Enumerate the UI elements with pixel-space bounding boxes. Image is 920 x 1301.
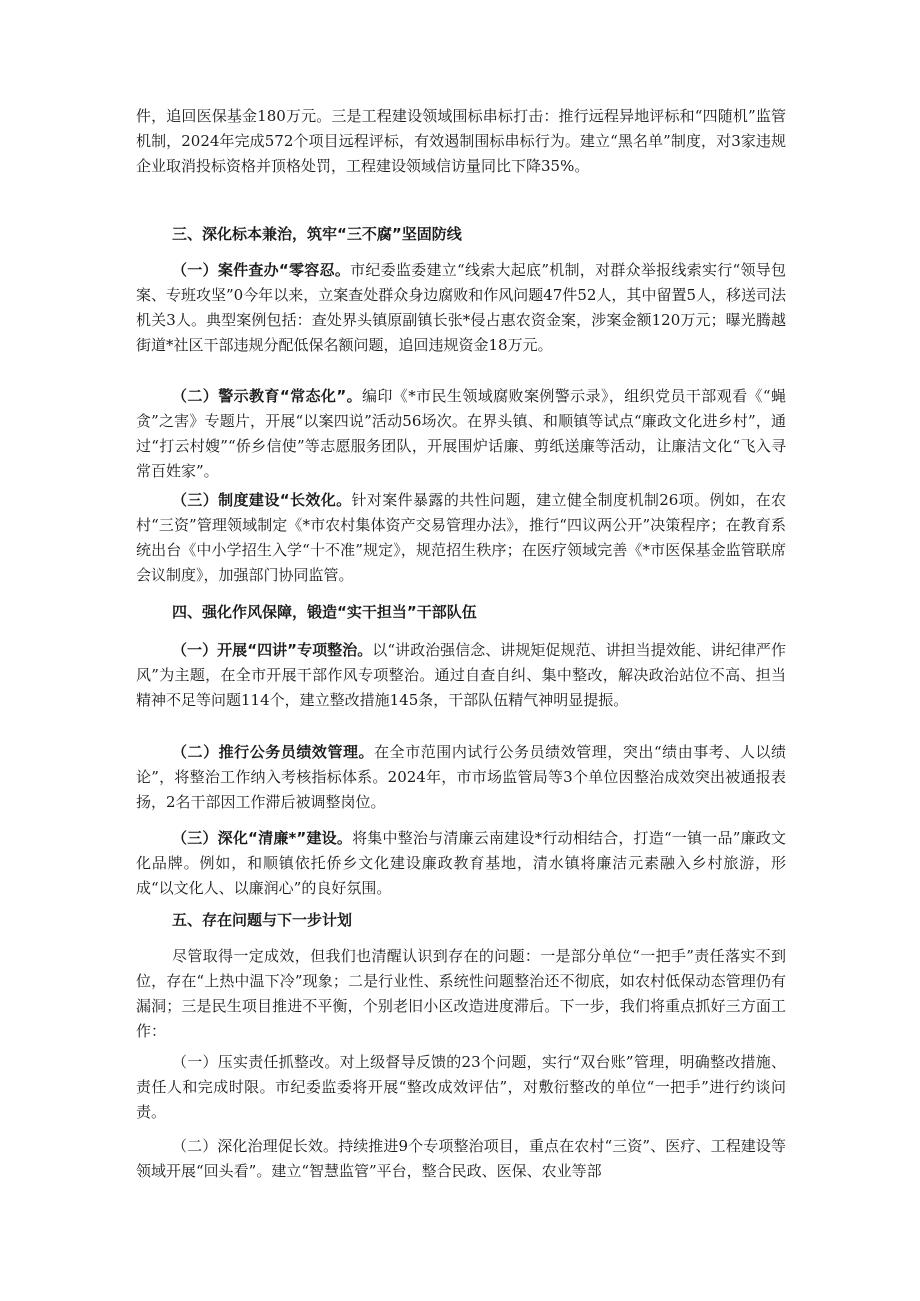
paragraph-case-handling <box>136 258 786 358</box>
paragraph-plan-1: （一）压实责任抓整改。对上级督导反馈的23个问题，实行“双台账”管理，明确整改措施、责任人和完成时限。市纪委监委将开展“整改成效评估”，对敷衍整改的单位“一把手”进行约谈问责。 <box>136 1053 786 1121</box>
paragraph-performance-management <box>136 740 786 815</box>
paragraph-problems: 尽管取得一定成效，但我们也清醒认识到存在的问题：一是部分单位“一把手”责任落实不到位，存在“上热中温下冷”现象；二是行业性、系统性问题整治还不彻底，如农村低保动态管理仍有漏洞；三是民生项目推进不平衡，个别老旧小区改造进度滞后。下一步，我们将重点抓好三方面工作： <box>136 947 786 1040</box>
paragraph-four-talks <box>136 638 786 713</box>
paragraph-warning-education <box>136 384 786 484</box>
paragraph-plan-2: （二）深化治理促长效。持续推进9个专项整治项目，重点在农村“三资”、医疗、工程建设等领域开展“回头看”。建立“智慧监管”平台，整合民政、医保、农业等部 <box>136 1137 786 1180</box>
paragraph-continued: 件，追回医保基金180万元。三是工程建设领域围标串标打击：推行远程异地评标和“四随机”监管机制，2024年完成572个项目远程评标，有效遏制围标串标行为。建立“黑名单”制度，对3家违规企业取消投标资格并顶格处罚，工程建设领域信访量同比下降35%。 <box>136 107 786 175</box>
section-heading-4: 四、强化作风保障，锻造“实干担当”干部队伍 <box>172 603 477 621</box>
paragraph-clean-construction <box>136 826 786 901</box>
paragraph-lead: （三）制度建设“长效化。 <box>172 491 352 509</box>
paragraph-body: 在全市范围内试行公务员绩效管理，突出“绩由事考、人以绩论”，将整治工作纳入考核指标体系。2024年，市市场监管局等3个单位因整治成效突出被通报表扬，2名干部因工作滞后被调整岗位。 <box>136 743 786 811</box>
paragraph-lead: （二）警示教育“常态化”。 <box>172 387 362 405</box>
section-heading-5: 五、存在问题与下一步计划 <box>172 911 353 929</box>
section-heading-3: 三、深化标本兼治，筑牢“三不腐”坚固防线 <box>172 225 462 243</box>
paragraph-system-building <box>136 488 786 588</box>
paragraph-lead: （一）开展“四讲”专项整治。 <box>172 641 373 659</box>
paragraph-body: 编印《*市民生领域腐败案例警示录》，组织党员干部观看《“蝇贪”之害》专题片，开展“以案四说”活动56场次。在界头镇、和顺镇等试点“廉政文化进乡村”，通过“打云村嫂”“侨乡信使”等志愿服务团队，开展围炉话廉、剪纸送廉等活动，让廉洁文化“飞入寻常百姓家”。 <box>136 387 786 480</box>
paragraph-lead: （二）推行公务员绩效管理。 <box>172 743 375 761</box>
paragraph-body: 市纪委监委建立“线索大起底”机制，对群众举报线索实行“领导包案、专班攻坚”0今年以来，立案查处群众身边腐败和作风问题47件52人，其中留置5人，移送司法机关3人。典型案例包括：查处界头镇原副镇长张*侵占惠农资金案，涉案金额120万元；曝光腾越街道*社区干部违规分配低保名额问题，追回违规资金18万元。 <box>136 261 786 354</box>
paragraph-lead: （一）案件查办“零容忍。 <box>172 261 351 279</box>
paragraph-body: 以“讲政治强信念、讲规矩促规范、讲担当提效能、讲纪律严作风”为主题，在全市开展干部作风专项整治。通过自查自纠、集中整改，解决政治站位不高、担当精神不足等问题114个，建立整改措施145条，干部队伍精气神明显提振。 <box>136 641 787 709</box>
paragraph-lead: （三）深化“清廉*”建设。 <box>172 829 353 847</box>
paragraph-body: 针对案件暴露的共性问题，建立健全制度机制26项。例如，在农村“三资”管理领域制定《*市农村集体资产交易管理办法》，推行“四议两公开”决策程序；在教育系统出台《中小学招生入学“十不准”规定》，规范招生秩序；在医疗领域完善《*市医保基金监管联席会议制度》，加强部门协同监管。 <box>136 491 786 584</box>
paragraph-body: 将集中整治与清廉云南建设*行动相结合，打造“一镇一品”廉政文化品牌。例如，和顺镇依托侨乡文化建设廉政教育基地，清水镇将廉洁元素融入乡村旅游，形成“以文化人、以廉润心”的良好氛围。 <box>136 829 786 897</box>
